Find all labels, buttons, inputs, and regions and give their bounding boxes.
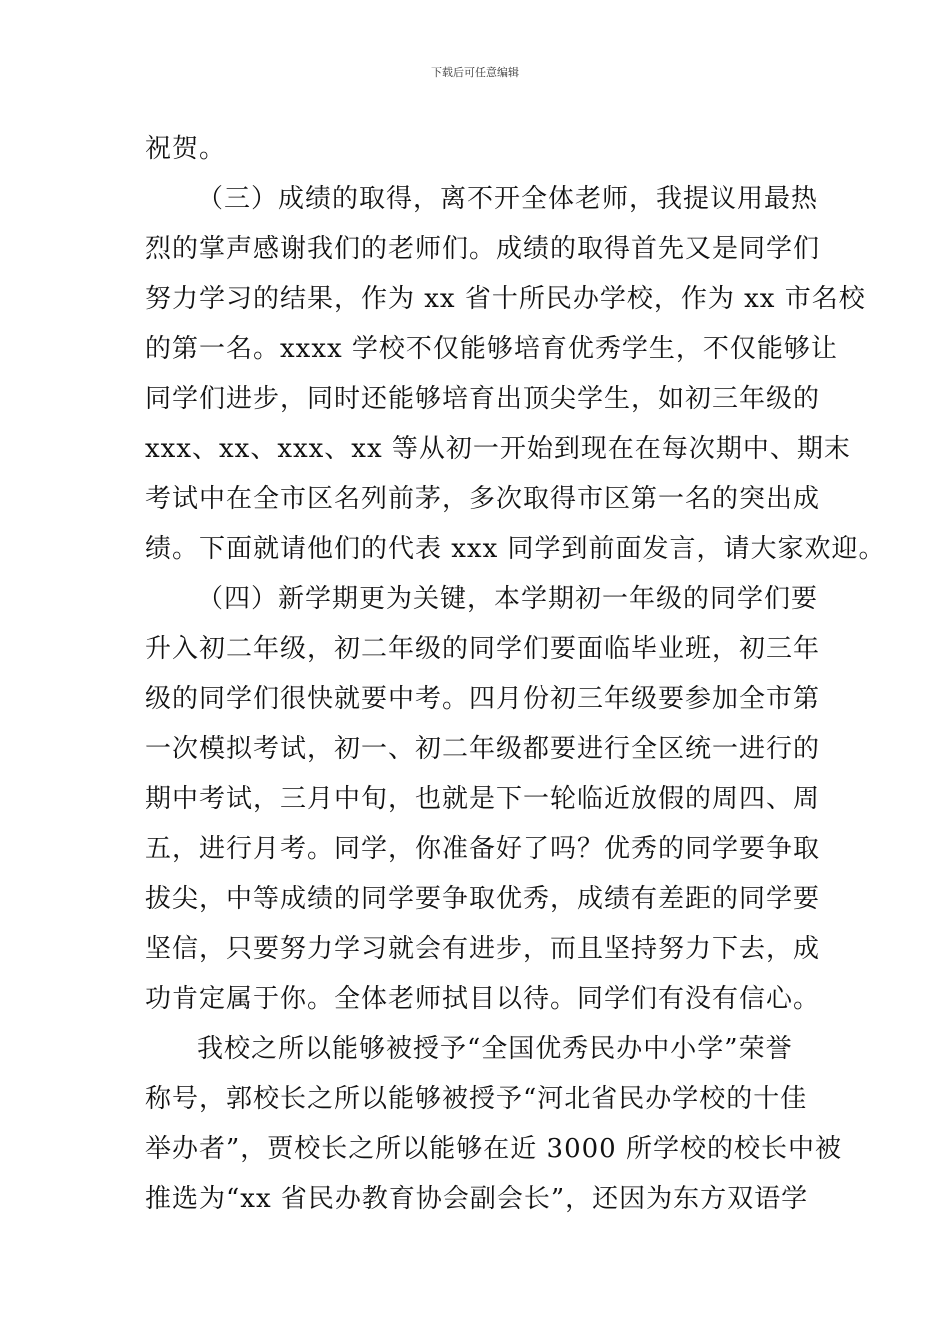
text-line: 称号，郭校长之所以能够被授予“河北省民办学校的十佳 bbox=[145, 1084, 808, 1114]
paragraph-start-line: 我校之所以能够被授予“全国优秀民办中小学”荣誉 bbox=[197, 1034, 793, 1064]
text-line: 祝贺。 bbox=[145, 134, 227, 164]
text-line: 拔尖，中等成绩的同学要争取优秀，成绩有差距的同学要 bbox=[145, 884, 821, 914]
text-line: 级的同学们很快就要中考。四月份初三年级要参加全市第 bbox=[145, 684, 821, 714]
text-line: 烈的掌声感谢我们的老师们。成绩的取得首先又是同学们 bbox=[145, 234, 821, 264]
paragraph-start-line: （三）成绩的取得，离不开全体老师，我提议用最热 bbox=[197, 184, 819, 214]
paragraph-start-line: （四）新学期更为关键，本学期初一年级的同学们要 bbox=[197, 584, 819, 614]
text-line: 努力学习的结果，作为 xx 省十所民办学校，作为 xx 市名校 bbox=[145, 284, 866, 314]
text-line: 五，进行月考。同学，你准备好了吗？优秀的同学要争取 bbox=[145, 834, 821, 864]
text-line: 的第一名。xxxx 学校不仅能够培育优秀学生，不仅能够让 bbox=[145, 334, 838, 364]
text-line: 考试中在全市区名列前茅，多次取得市区第一名的突出成 bbox=[145, 484, 821, 514]
text-line: 升入初二年级，初二年级的同学们要面临毕业班，初三年 bbox=[145, 634, 821, 664]
text-line: 绩。下面就请他们的代表 xxx 同学到前面发言，请大家欢迎。 bbox=[145, 534, 886, 564]
text-line: 举办者”，贾校长之所以能够在近 3000 所学校的校长中被 bbox=[145, 1134, 842, 1164]
text-line: 坚信，只要努力学习就会有进步，而且坚持努力下去，成 bbox=[145, 934, 821, 964]
page-header: 下载后可任意编辑 bbox=[431, 66, 519, 79]
text-line: 功肯定属于你。全体老师拭目以待。同学们有没有信心。 bbox=[145, 984, 821, 1014]
text-line: 一次模拟考试，初一、初二年级都要进行全区统一进行的 bbox=[145, 734, 821, 764]
text-line: 同学们进步，同时还能够培育出顶尖学生，如初三年级的 bbox=[145, 384, 821, 414]
text-line: 期中考试，三月中旬，也就是下一轮临近放假的周四、周 bbox=[145, 784, 821, 814]
text-line: xxx、xx、xxx、xx 等从初一开始到现在在每次期中、期末 bbox=[145, 434, 851, 464]
text-line: 推选为“xx 省民办教育协会副会长”，还因为东方双语学 bbox=[145, 1184, 809, 1214]
